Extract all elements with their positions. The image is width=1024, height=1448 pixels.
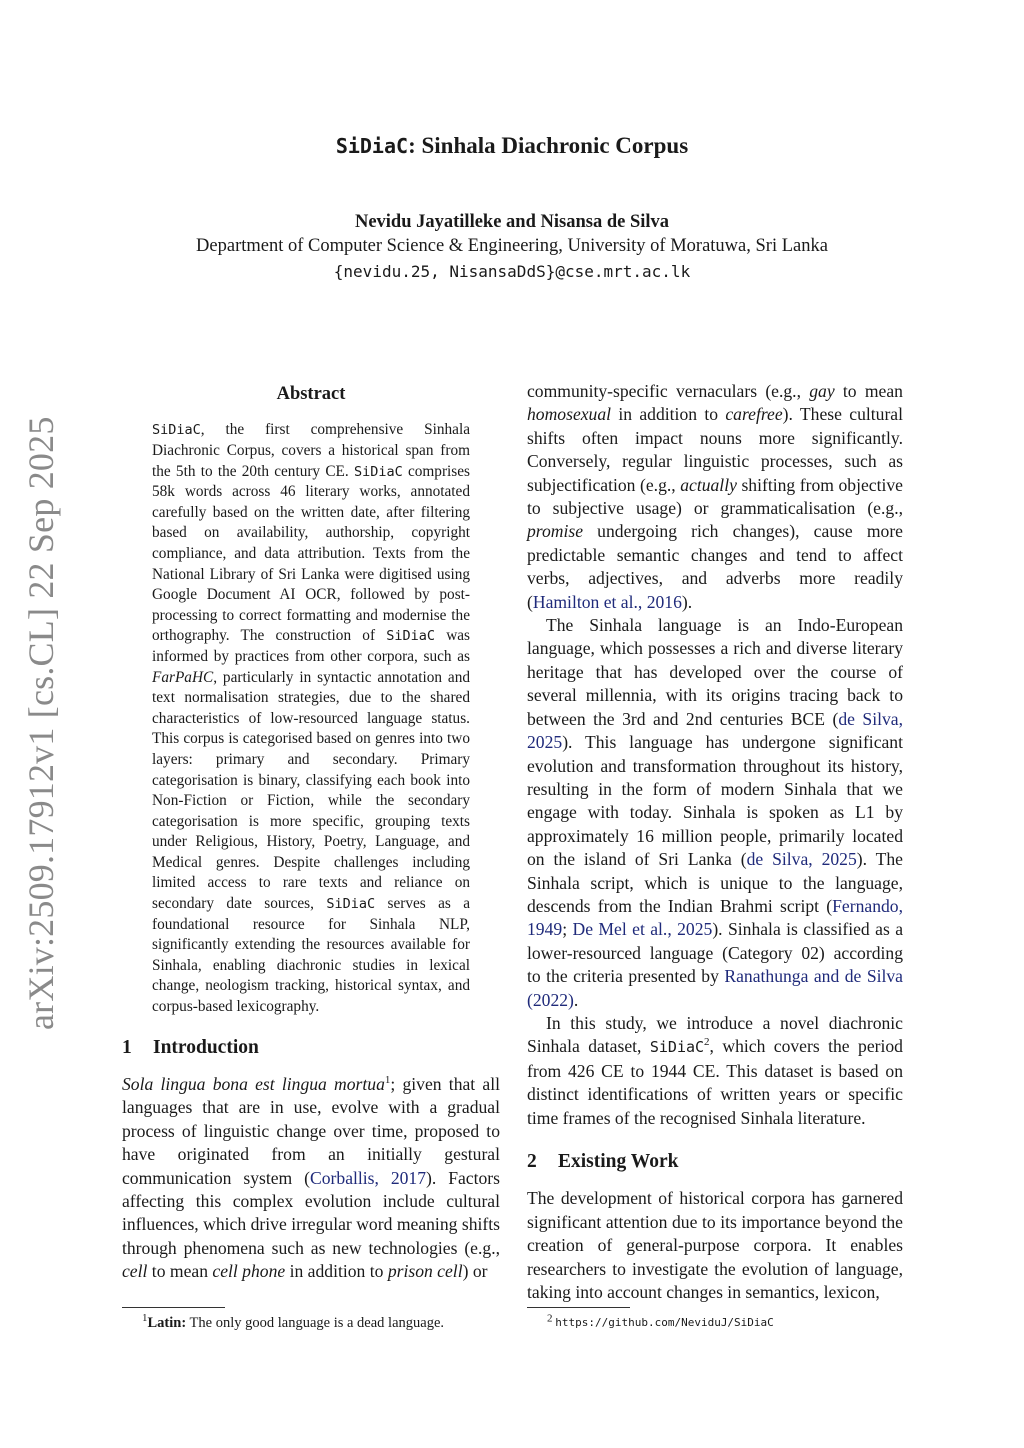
footnote-label: Latin: bbox=[147, 1315, 187, 1331]
farpahc-term: FarPaHC bbox=[152, 668, 214, 686]
section-heading-existing-work bbox=[527, 1150, 903, 1173]
abstract-corpus-name: SiDiaC bbox=[326, 896, 376, 913]
footnote-mark: 2 bbox=[547, 1312, 553, 1325]
existing-work-paragraph: The development of historical corpora has garnered significant attention due to its importance beyond the creation of general-purpose corpora. It enables researchers to investigate the evolution of language, taking into account changes in semantics, lexicon, bbox=[527, 1188, 903, 1303]
paper-title bbox=[0, 133, 1024, 159]
footnote-rule bbox=[527, 1307, 630, 1308]
citation-link[interactable]: Corballis, 2017 bbox=[310, 1167, 427, 1188]
body-text: shifting from objective to subjective usage) or grammaticalisation (e.g., bbox=[527, 474, 903, 519]
body-text: In this study, we introduce a novel diachronic Sinhala dataset, bbox=[527, 1012, 903, 1057]
body-text: ). The Sinhala script, which is unique to the language, descends from the Indian Brahmi script ( bbox=[527, 849, 903, 916]
body-text: ) or bbox=[462, 1261, 488, 1282]
footnote-1 bbox=[122, 1307, 500, 1332]
body-text: ; bbox=[562, 919, 573, 940]
title-rest: : Sinhala Diachronic Corpus bbox=[408, 133, 689, 158]
author-list: Nevidu Jayatilleke and Nisansa de Silva bbox=[354, 212, 670, 232]
footnote-body: The only good language is a dead language. bbox=[186, 1315, 445, 1331]
example-term: cell bbox=[122, 1261, 148, 1282]
body-text: , which covers the period from 426 CE to 1944 CE. This dataset is based on distinct identifications of written years or specific time frames of the recognised Sinhala literature. bbox=[527, 1036, 903, 1128]
example-term: homosexual bbox=[527, 404, 612, 425]
abstract-text: , the first comprehensive Sinhala Diachronic Corpus, covers a historical span from the 5th to the 20th century CE. bbox=[152, 421, 470, 480]
abstract-text: serves as a foundational resource for Sinhala NLP, significantly extending the resources available for Sinhala, enabling diachronic studies in lexical change, neologism tracking, historical syntax, and corpus-based lexicography. bbox=[152, 895, 470, 1016]
abstract-text: was informed by practices from other corpora, such as bbox=[152, 627, 470, 665]
body-text: . bbox=[573, 989, 579, 1010]
example-term: promise bbox=[527, 521, 584, 542]
abstract-corpus-name: SiDiaC bbox=[152, 422, 201, 439]
body-text: in addition to bbox=[285, 1261, 388, 1282]
intro-paragraph-continued bbox=[527, 380, 903, 614]
section-number: 2 bbox=[527, 1151, 537, 1172]
example-term: gay bbox=[809, 381, 835, 401]
github-link[interactable]: https://github.com/NeviduJ/SiDiaC bbox=[555, 1316, 774, 1329]
body-text: ). These cultural shifts often impact nouns more significantly. Conversely, regular linguistic processes, such as subjectification (e.g., bbox=[527, 404, 903, 495]
example-term: actually bbox=[680, 474, 737, 495]
body-text: undergoing rich changes), cause more predictable semantic changes and tend to affect verbs, adjectives, and adverbs more readily ( bbox=[527, 521, 903, 612]
left-column bbox=[122, 383, 500, 1284]
body-text: ). bbox=[681, 591, 693, 612]
citation-link[interactable]: De Mel et al., 2025 bbox=[572, 919, 713, 940]
body-text: The Sinhala language is an Indo-European language, which possesses a rich and diverse literary heritage that has developed over the course of several millennia, with its origins tracing back to between the 3rd and 2nd centuries BCE ( bbox=[527, 615, 903, 729]
arxiv-stamp: arXiv:2509.17912v1 [cs.CL] 22 Sep 2025 bbox=[21, 416, 61, 1030]
footnote-rule bbox=[122, 1307, 225, 1308]
citation-link[interactable]: de Silva, 2025 bbox=[746, 849, 857, 870]
body-text: in addition to bbox=[611, 404, 726, 425]
section-heading-introduction bbox=[122, 1036, 500, 1059]
example-term: cell phone bbox=[212, 1261, 286, 1282]
citation-link[interactable]: Fernando, 1949 bbox=[527, 895, 903, 940]
footnote-2 bbox=[527, 1307, 903, 1332]
footnote-text bbox=[122, 1314, 500, 1332]
abstract-corpus-name: SiDiaC bbox=[353, 463, 403, 480]
corpus-name: SiDiaC bbox=[649, 1038, 705, 1057]
footnote-text bbox=[527, 1314, 903, 1332]
study-paragraph bbox=[527, 1012, 903, 1130]
sinhala-paragraph bbox=[527, 614, 903, 1012]
body-text: community-specific vernaculars (e.g., bbox=[527, 381, 810, 401]
citation-link[interactable]: Hamilton et al., 2016 bbox=[532, 591, 682, 612]
footnote-mark[interactable]: 2 bbox=[704, 1036, 710, 1049]
example-term: carefree bbox=[725, 404, 783, 425]
right-column bbox=[527, 380, 903, 1304]
abstract-text: comprises 58k words across 46 literary works, annotated carefully based on the written date, after filtering based on availability, authorship, copyright compliance, and data attribution. Texts from the National Library of Sri Lanka were digitised using Google Document AI OCR, followed by post-processing to correct formatting and modernise the orthography. The construction of bbox=[152, 462, 470, 645]
affiliation: Department of Computer Science & Engineering, University of Moratuwa, Sri Lanka bbox=[196, 236, 828, 256]
section-title: Existing Work bbox=[558, 1151, 679, 1172]
footnote-mark: 1 bbox=[142, 1312, 148, 1325]
body-text: ). This language has undergone significant evolution and transformation throughout its history, resulting in the form of modern Sinhala that we engage with today. Sinhala is spoken as L1 by approximately 16 million people, primarily located on the island of Sri Lanka ( bbox=[527, 732, 903, 870]
abstract-heading: Abstract bbox=[276, 384, 346, 404]
title-corpus-name: SiDiaC bbox=[335, 134, 409, 158]
abstract-text: , particularly in syntactic annotation and text normalisation strategies, due to the shared characteristics of low-resourced language status. This corpus is categorised based on genres into two layers: primary and secondary. Primary categorisation is binary, classifying each book into Non-Fiction or Fiction, while the secondary categorisation is more specific, grouping texts under Religious, History, Poetry, Language, and Medical genres. Despite challenges including limited access to rare texts and reliance on secondary date sources, bbox=[152, 668, 470, 913]
latin-quote: Sola lingua bona est lingua mortua bbox=[122, 1074, 385, 1095]
citation-link[interactable]: Ranathunga and de Silva (2022) bbox=[527, 966, 903, 1010]
body-text: ). Sinhala is classified as a lower-resourced language (Category 02) according to the criteria presented by bbox=[527, 919, 903, 987]
body-text: to mean bbox=[147, 1261, 213, 1282]
footnote-mark[interactable]: 1 bbox=[384, 1074, 391, 1087]
section-number: 1 bbox=[122, 1036, 132, 1058]
body-text: ; given that all languages that are in use, evolve with a gradual process of linguistic change over time, proposed to have originated from an initially gestural communication system ( bbox=[122, 1074, 501, 1188]
example-term: prison cell bbox=[387, 1261, 463, 1282]
section-title: Introduction bbox=[153, 1036, 259, 1058]
intro-paragraph bbox=[122, 1073, 500, 1284]
abstract-body bbox=[152, 420, 470, 1017]
citation-link[interactable]: de Silva, 2025 bbox=[527, 708, 903, 753]
abstract-corpus-name: SiDiaC bbox=[386, 628, 436, 645]
author-email[interactable]: {nevidu.25, NisansaDdS}@cse.mrt.ac.lk bbox=[333, 262, 691, 281]
body-text: ). Factors affecting this complex evolution include cultural influences, which drive irregular word meaning shifts through phenomena such as new technologies (e.g., bbox=[122, 1167, 500, 1258]
body-text: to mean bbox=[834, 381, 903, 401]
